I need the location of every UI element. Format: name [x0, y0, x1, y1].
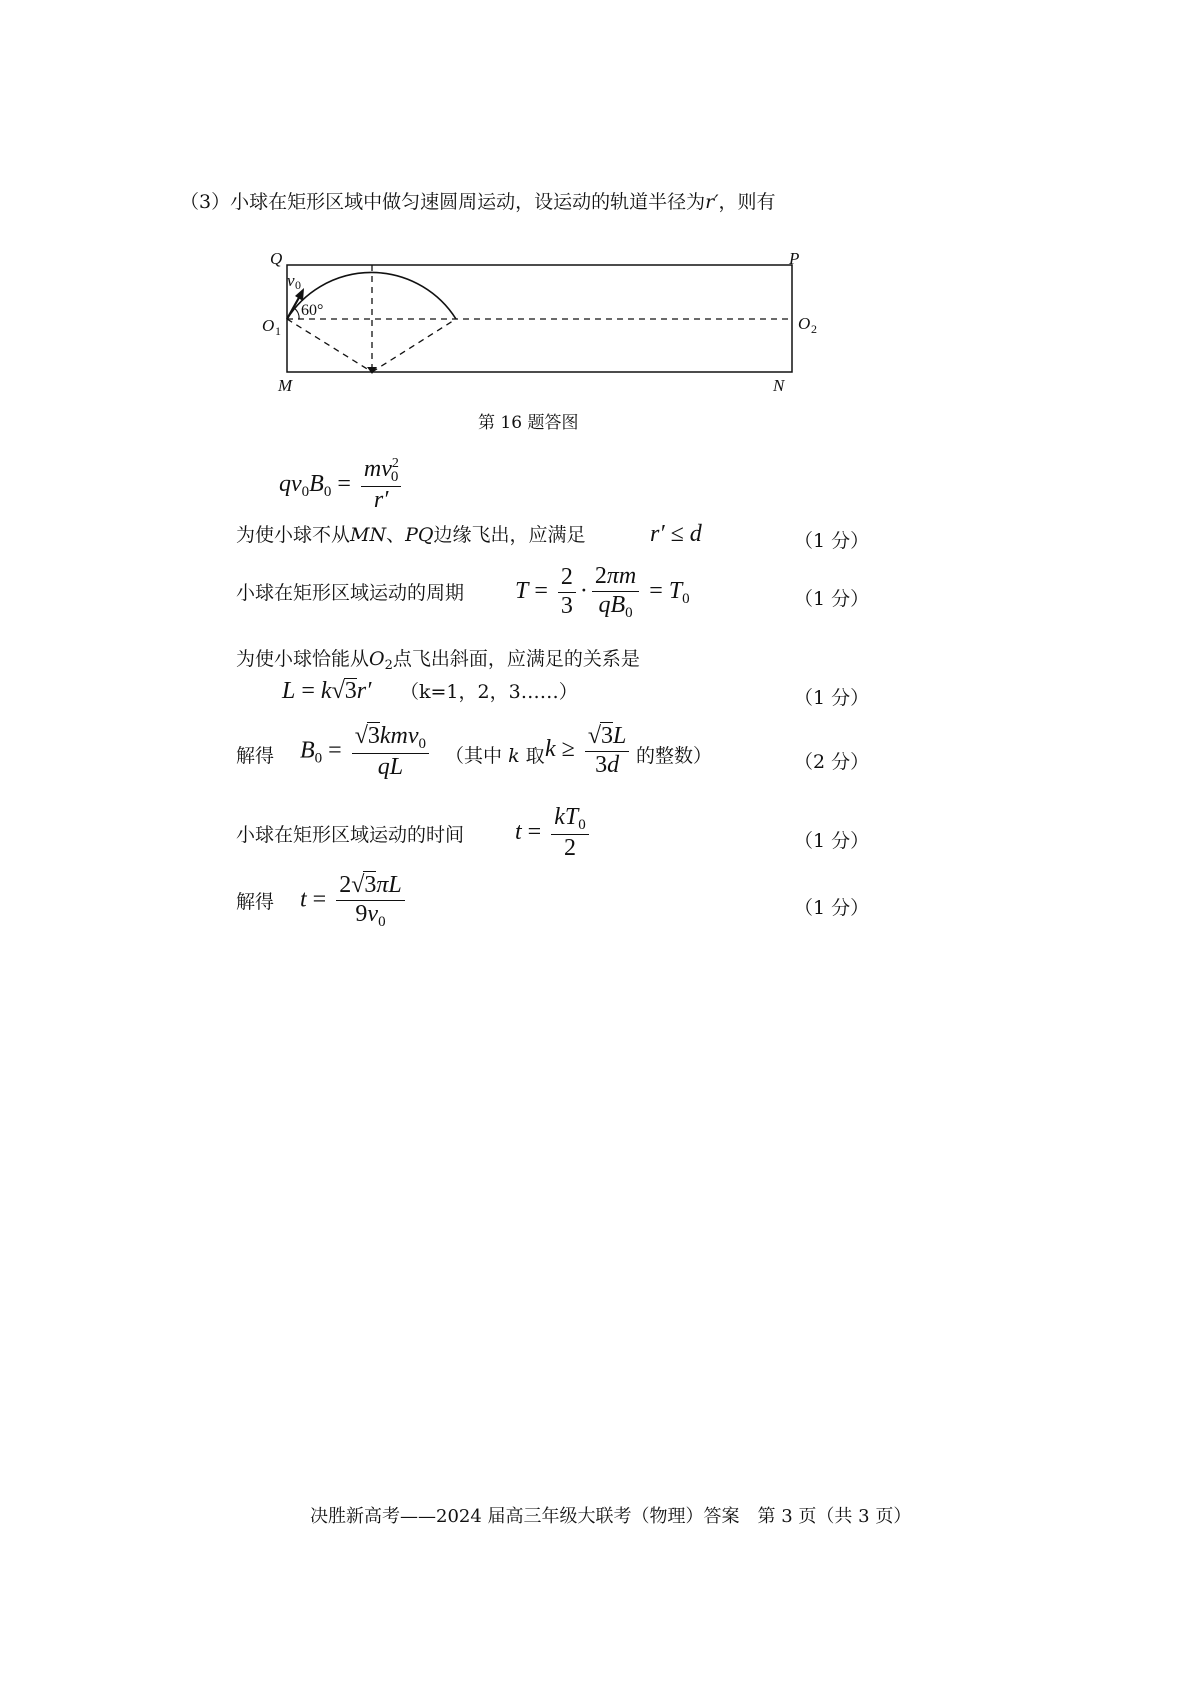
- label-q: Q: [270, 249, 283, 268]
- step-5-text: 解得: [236, 745, 275, 767]
- step-4-condition: （k=1，2，3……）: [400, 681, 578, 703]
- label-p: P: [789, 249, 800, 268]
- equation-radius-bound: r′ ≤ d: [650, 521, 702, 547]
- equation-time: t = $\frac{kT_0}{2}$: [515, 804, 593, 863]
- radius-dashed-right: [372, 319, 456, 372]
- label-o1: O: [262, 316, 275, 335]
- figure-caption: 第 16 题答图: [478, 413, 579, 433]
- condition-open: （其中: [445, 745, 503, 767]
- step-6-text: 小球在矩形区域运动的时间: [236, 824, 465, 846]
- step-1-text: [236, 526, 586, 545]
- label-n: N: [773, 376, 785, 395]
- step-5-condition-end: 的整数）: [636, 745, 713, 767]
- score-2: （1 分）: [794, 588, 870, 610]
- step-5-condition: [445, 747, 545, 766]
- step-3-text: [236, 650, 640, 672]
- edge-mn: MN: [350, 524, 387, 546]
- intro-tail: ，则有: [718, 191, 776, 213]
- condition-take: 取: [525, 745, 545, 767]
- edge-pq: PQ: [405, 524, 434, 546]
- trajectory-diagram: [0, 0, 1200, 430]
- score-6: （1 分）: [794, 830, 870, 852]
- equation-time-result: t = $\frac{2√3\pi L}{9v_0}$: [300, 871, 409, 931]
- label-o1-sub: 1: [275, 324, 281, 338]
- step-3-label-2: 点飞出斜面，应满足的关系是: [392, 648, 640, 670]
- label-v0: v: [287, 271, 295, 290]
- equation-force-balance: $qv_0B_0$ = $\frac{mv^2_0}{r'}$: [279, 456, 405, 515]
- label-m: M: [278, 376, 293, 395]
- intro-label: （3）: [180, 191, 231, 213]
- intro-text: 小球在矩形区域中做匀速圆周运动，设运动的轨道半径为: [230, 191, 706, 213]
- label-o2: O: [798, 314, 811, 333]
- step-1-label: 为使小球不从: [236, 524, 351, 546]
- label-o2-sub: 2: [811, 322, 817, 336]
- step-7-text: 解得: [236, 891, 275, 913]
- equation-length-relation: L = k√3r′: [282, 678, 372, 704]
- intro-var: r′: [705, 191, 719, 213]
- equation-period: T = $\frac{2}{3}$ · $\frac{2\pi m}{qB_0}$ = $T_0$: [515, 563, 690, 621]
- step-1-label-2: 边缘飞出，应满足: [433, 524, 586, 546]
- label-v0-sub: 0: [295, 278, 301, 292]
- angle-arc: [294, 308, 299, 319]
- score-4: （1 分）: [794, 687, 870, 709]
- condition-k: k: [508, 745, 520, 767]
- label-angle: 60°: [301, 302, 324, 319]
- radius-dashed-left: [287, 319, 372, 372]
- page-footer: 决胜新高考——2024 届高三年级大联考（物理）答案 第 3 页（共 3 页）: [310, 1506, 912, 1527]
- score-7: （1 分）: [794, 897, 870, 919]
- step-1-sep: 、: [386, 524, 406, 546]
- point-o2: O: [369, 648, 385, 670]
- score-5: （2 分）: [794, 751, 870, 773]
- equation-k-bound: k ≥ $\frac{√3L}{3d}$: [545, 722, 633, 779]
- equation-b0: $B_0$ = $\frac{√3kmv_0}{qL}$: [300, 722, 433, 782]
- score-1: （1 分）: [794, 530, 870, 552]
- step-3-label: 为使小球恰能从: [236, 648, 370, 670]
- point-o2-sub: 2: [384, 658, 393, 673]
- step-2-text: 小球在矩形区域运动的周期: [236, 582, 465, 604]
